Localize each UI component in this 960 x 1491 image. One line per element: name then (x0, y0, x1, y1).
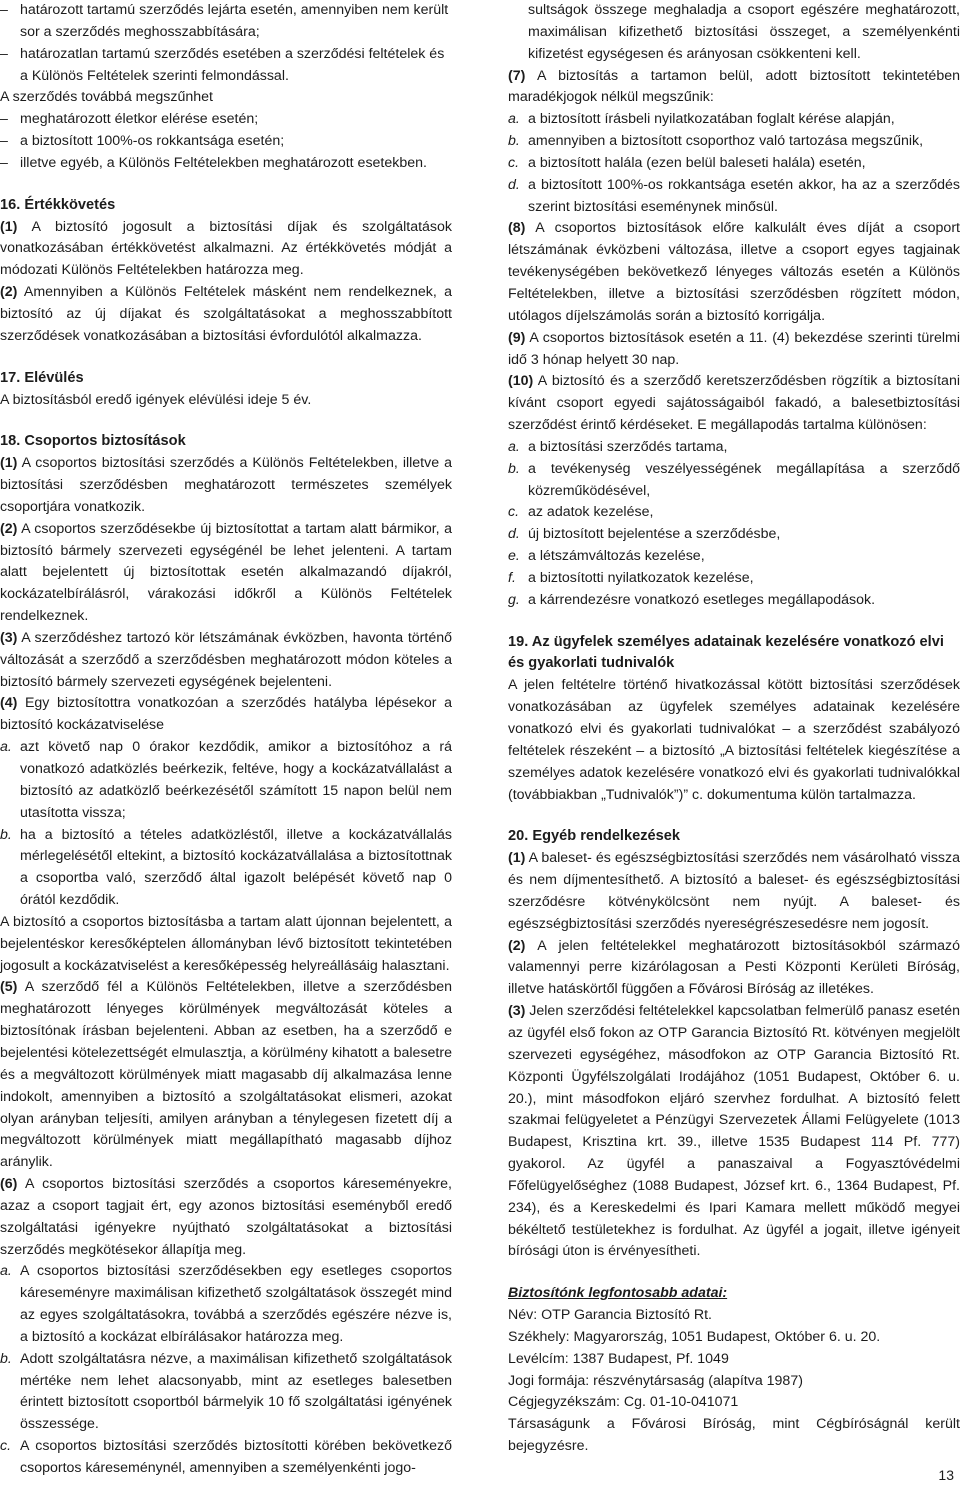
intro2-dash-1: – meghatározott életkor elérése esetén; (0, 111, 259, 128)
s18-p6-item-b: b. Adott szolgáltatásra nézve, a maximálisan kifizethető szolgáltatások mértéke nem lehet alacsonyabb, mint az esetleges balesetben érintett biztosított csoportból bármelyik 10 fő szolgáltatási igényének összessége. (0, 1350, 452, 1433)
p10-item-a: a. a biztosítási szerződés tartama, (508, 438, 728, 455)
company-info-court: Társaságunk a Fővárosi Bíróság, mint Cégbíróságnál került bejegyzésre. (508, 1416, 960, 1455)
s18-p6-item-c: c. A csoportos biztosítási szerződés biztosítotti körében bekövetkező csoportos káreseménynél, amennyiben a személyenkénti jogo- (0, 1438, 452, 1476)
s18-paragraph-9: (9) A csoportos biztosítások esetén a 11. (4) bekezdése szerinti türelmi idő 3 hónap helyett 30 nap. (508, 329, 960, 368)
s17-paragraph-1: A biztosításból eredő igények elévülési ideje 5 év. (0, 391, 312, 408)
continued-text: sultságok összege meghaladja a csoport egészére meghatározott, maximálisan kifizethető biztosítási összeget, a személyenkénti kifizetést egységesen és arányosan csökkenteni kell. (528, 2, 960, 62)
s16-paragraph-1: (1) A biztosító jogosult a biztosítási díjak és szolgáltatások vonatkozásában értékkövetést alkalmazni. Az értékkövetés módját a módozati Különös Feltételekben határozza meg. (0, 218, 452, 279)
intro-dash-1: – határozott tartamú szerződés lejárta esetén, amennyiben nem került sor a szerződés meghosszabbítására; (0, 2, 449, 40)
intro2-dash-2: – a biztosított 100%-os rokkantsága esetén; (0, 133, 285, 150)
s20-paragraph-3: (3) Jelen szerződési feltételekkel kapcsolatban felmerülő panasz esetén az ügyfél első fokon az OTP Garancia Biztosító Rt. kötvényen megjelölt szervezeti egységéhez, másodfokon az OTP Garancia Biztosító Rt. Központi Ügyfélszolgálati Irodájához (1051 Budapest, Október 6. u. 20.), mint másodfokon eljáró szervhez fordulhat. A biztosító felett szakmai felügyeletet a Pénzügyi Szervezetek Állami Felügyelete (1013 Budapest, Krisztina krt. 39., illetve 1535 Budapest 114 Pf. 777) gyakorol. Az ügyfél a panaszaival a Fogyasztóvédelmi Főfelügyelőséghez (1088 Budapest, József krt. 6., 1364 Budapest, Pf. 234), és a Kereskedelmi és Ipari Kamara mellett működő megyei békéltető testületekhez is fordulhat. Az ügyfél a jogait, illetve igényeit bírósági úton is érvényesítheti. (508, 1003, 960, 1260)
page-number: 13 (938, 1467, 954, 1483)
left-column (0, 0, 452, 1480)
s18-paragraph-10: (10) A biztosító és a szerződő keretszerződésben rögzítik a biztosítani kívánt csoport egyedi sajátosságaiból fakadó, a balesetbiztosítási szerződést érintő kérdéseket. E megállapodás tartalma különösen: (508, 373, 960, 434)
p7-item-c: c. a biztosított halála (ezen belül baleseti halála) esetén, (508, 154, 866, 171)
s18-p4-after: A biztosító a csoportos biztosításba a tartam alatt újonnan bejelentett, a bejelentéskor keresőképtelen állományban lévő biztosított tekintetében jogosult a kockázatviselést a keresőképesség helyreállásáig halasztani. (0, 913, 452, 974)
p10-item-c: c. az adatok kezelése, (508, 504, 654, 521)
s18-paragraph-1: (1) A csoportos biztosítási szerződés a Különös Feltételekben, illetve a biztosítási szerződésben meghatározott természetes személyek csoportjára vonatkozik. (0, 455, 452, 515)
s18-p4-item-a: a. azt követő nap 0 órakor kezdődik, amikor a biztosítóhoz a rá vonatkozó adatközlés beérkezik, feltéve, hogy a kockázatvállalást a biztosító az adatközlő beérkezésétől számított 15 napon belül nem utasította vissza; (0, 739, 452, 821)
section-18-title: 18. Csoportos biztosítások (0, 433, 186, 450)
p7-item-a: a. a biztosított írásbeli nyilatkozatában foglalt kérése alapján, (508, 111, 895, 128)
company-info-name: Név: OTP Garancia Biztosító Rt. (508, 1307, 712, 1324)
s18-paragraph-2: (2) A csoportos szerződésekbe új biztosítottat a tartam alatt bármikor, a biztosító bármely szervezeti egységénél be lehet jelenteni. A tartam alatt bejelentett új biztosítottak esetén alkalmazandó díjakról, kockázatelbírálásról, várakozási időkről a Különös Feltételek rendelkeznek. (0, 520, 452, 625)
section-19-title: 19. Az ügyfelek személyes adatainak kezelésére vonatkozó elvi és gyakorlati tudnivalók (508, 633, 944, 672)
p10-item-b: b. a tevékenység veszélyességének megállapítása a szerződő közreműködésével, (508, 460, 960, 499)
intro-paragraph: A szerződés továbbá megszűnhet (0, 89, 213, 106)
s20-paragraph-1: (1) A baleset- és egészségbiztosítási szerződés nem vásárolható vissza és nem díjmentesíthető. A biztosító a baleset- és egészségbiztosítási szerződésre kötvénykölcsönt nem nyújt. A baleset- és egészségbiztosítási szerződés nyereségrészesedésre nem jogosít. (508, 850, 960, 932)
p7-item-b: b. amennyiben a biztosított csoporthoz való tartozása megszűnik, (508, 133, 924, 150)
p10-item-e: e. a létszámváltozás kezelése, (508, 548, 705, 565)
company-info-registry: Cégjegyzékszám: Cg. 01-10-041071 (508, 1394, 739, 1411)
company-info-heading: Biztosítónk legfontosabb adatai: (508, 1285, 728, 1302)
right-column (508, 0, 960, 1458)
s18-paragraph-5: (5) A szerződő fél a Különös Feltételekben, illetve a szerződésben meghatározott lényeges körülmények megváltozását köteles a biztosítónak írásban bejelenteni. Abban az esetben, ha a szerződő e bejelentési kötelezettségét elmulasztja, a körülmény kihatott a balesetre és a megváltozott körülmények miatt magasabb díj alkalmazása lenne indokolt, amennyiben a biztosító a szolgáltatásokat elismeri, azokat olyan arányban teljesíti, amilyen arányban a ténylegesen fizetett díj a megváltozott körülmények miatt megállapítható magasabb díjhoz aránylik. (0, 979, 452, 1171)
s18-paragraph-3: (3) A szerződéshez tartozó kör létszámának évközben, havonta történő változását a szerződő a szerződésben meghatározott módon köteles a biztosító bármely szervezeti egységének bejelenteni. (0, 629, 452, 690)
s18-paragraph-7: (7) A biztosítás a tartamon belül, adott biztosított tekintetében maradékjogok nélkül megszűnik: (508, 67, 960, 106)
s16-paragraph-2: (2) Amennyiben a Különös Feltételek másként nem rendelkeznek, a biztosító az új díjakat és szolgáltatásokat a meghosszabbított szerződések vonatkozásában a biztosítási évfordulótól alkalmazza. (0, 284, 452, 344)
p10-item-g: g. a kárrendezésre vonatkozó esetleges megállapodások. (508, 591, 876, 608)
section-17-title: 17. Elévülés (0, 369, 84, 386)
company-info-legal-form: Jogi formája: részvénytársaság (alapítva 1987) (508, 1372, 803, 1389)
s18-paragraph-8: (8) A csoportos biztosítások előre kalkulált éves díját a csoport létszámának évközbeni változása, illetve a csoport egyes tagjainak tevékenységében bekövetkező lényeges változás esetén a Különös Feltételekben, illetve a biztosítási szerződésben rögzített módon, utólagos díjelszámolás során a biztosító korrigálja. (508, 220, 960, 324)
intro2-dash-3: – illetve egyéb, a Különös Feltételekben meghatározott esetekben. (0, 154, 427, 171)
p10-item-d: d. új biztosított bejelentése a szerződésbe, (508, 526, 781, 543)
section-20-title: 20. Egyéb rendelkezések (508, 828, 680, 845)
p10-item-f: f. a biztosítotti nyilatkozatok kezelése, (508, 569, 754, 586)
s20-paragraph-2: (2) A jelen feltételekkel meghatározott biztosításokból származó valamennyi perre kizárólagosan a Pesti Központi Kerületi Bíróság, illetve hatáskörtől függően a Fővárosi Bíróság az illetékes. (508, 937, 960, 998)
s19-paragraph-1: A jelen feltételre történő hivatkozással kötött biztosítási szerződések vonatkozásában az ügyfelek személyes adatainak kezelésére vonatkozó elvi és gyakorlati tudnivalókat – a szerződést szabályozó feltételek részeként – a biztosító „A biztosítási feltételek kiegészítése a személyes adatok kezelésére vonatkozó elvi és gyakorlati tudnivalókkal (továbbiakban „Tudnivalók”)” c. dokumentuma külön tartalmazza. (508, 677, 960, 803)
s18-paragraph-6: (6) A csoportos biztosítási szerződés a csoportos káreseményekre, azaz a csoport tagjait ért, egy azonos biztosítási eseményből eredő szolgáltatási igényekre nyújtható szolgáltatásokat a biztosítási szerződés megkötésekor állapítja meg. (0, 1176, 452, 1258)
intro-dash-2: – határozatlan tartamú szerződés esetében a szerződési feltételek és a Különös Feltételek szerinti felmondással. (0, 45, 445, 84)
s18-p6-item-a: a. A csoportos biztosítási szerződésekben egy esetleges csoportos káreseményre maximálisan kifizethető szolgáltatások összegét mind az egyes szolgáltatásokra, továbbá a szerződés egészére nézve is, a biztosító a kockázat elbírálásakor határozza meg. (0, 1263, 452, 1345)
company-info-seat: Székhely: Magyarország, 1051 Budapest, Október 6. u. 20. (508, 1328, 881, 1345)
p7-item-d: d. a biztosított 100%-os rokkantsága esetén akkor, ha az a szerződés szerint biztosítási eseménynek minősül. (508, 176, 960, 215)
s18-p4-item-b: b. ha a biztosító a tételes adatközléstől, illetve a kockázatvállalás mérlegelésétől eltekint, a biztosító kockázatvállalása a biztosítottnak a csoportba való, szerződő által igazolt belépését követő nap 0 órától kezdődik. (0, 826, 452, 909)
company-info-mail: Levélcím: 1387 Budapest, Pf. 1049 (508, 1350, 729, 1367)
s18-paragraph-4: (4) Egy biztosítottra vonatkozóan a szerződés hatályba lépésekor a biztosító kockázatviselése (0, 695, 452, 734)
section-16-title: 16. Értékkövetés (0, 196, 116, 213)
